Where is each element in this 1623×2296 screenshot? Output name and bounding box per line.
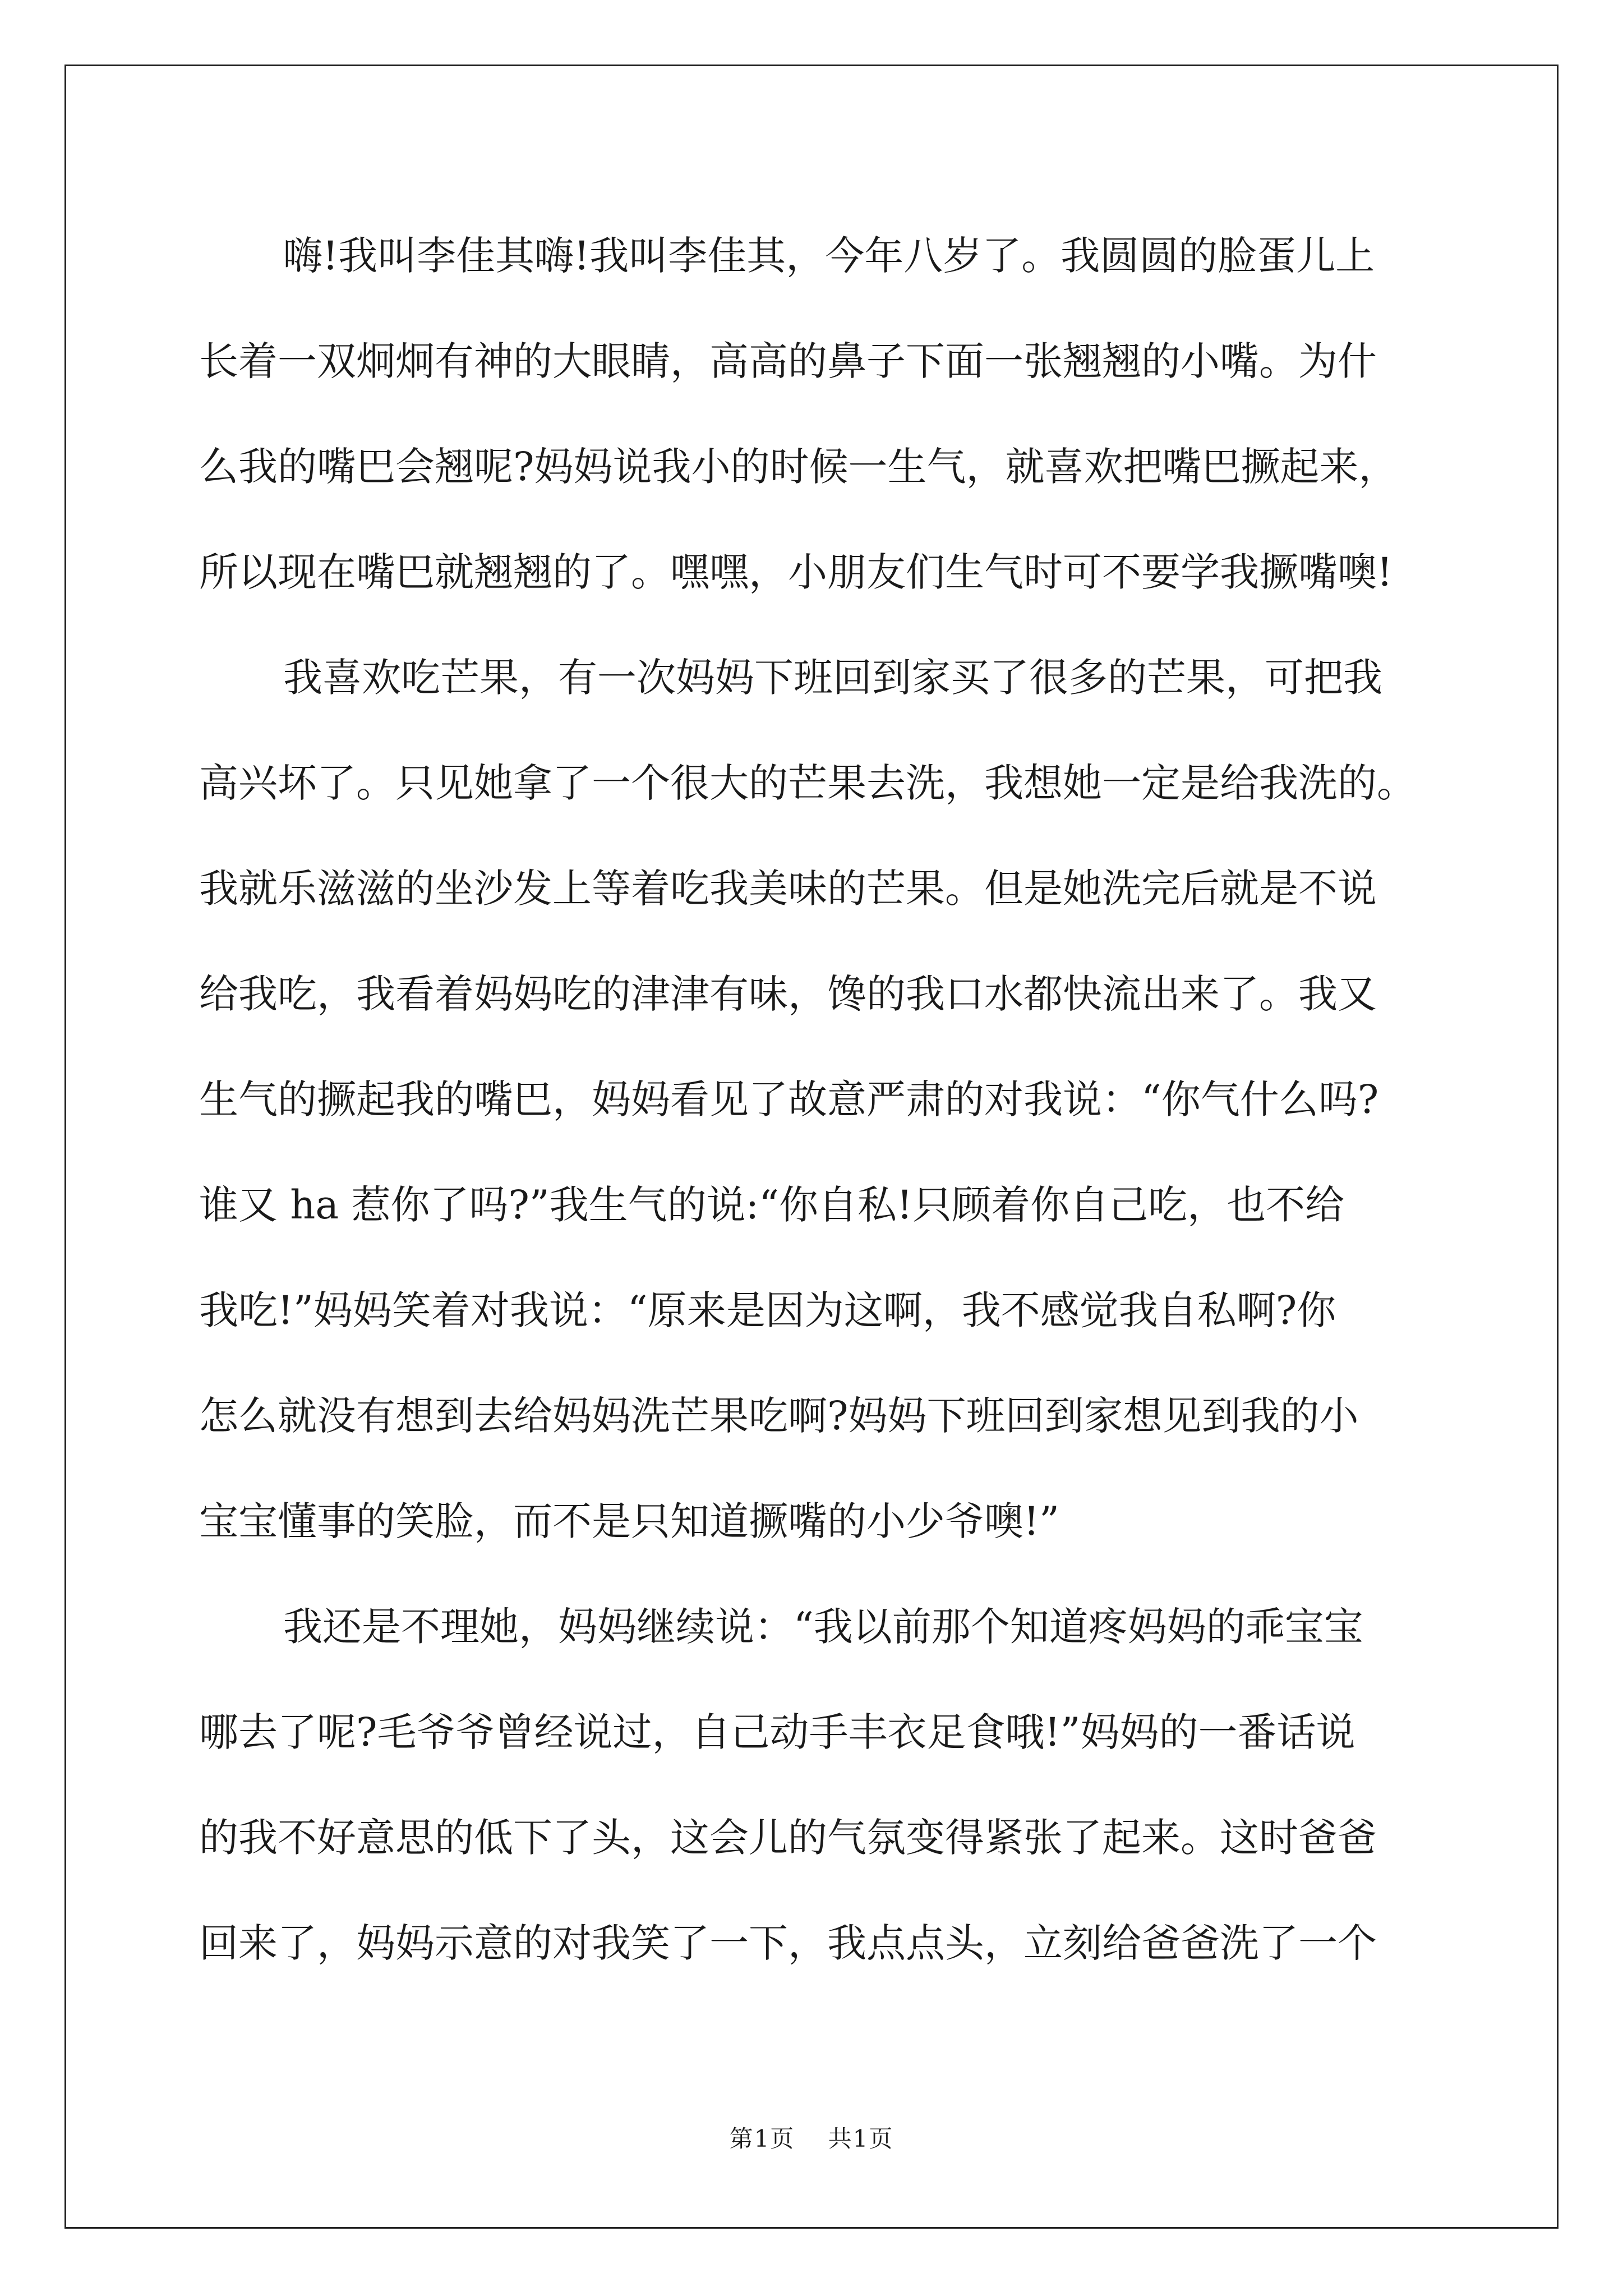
page-footer [0,2120,1623,2154]
text-line: 生气的撅起我的嘴巴，妈妈看见了故意严肃的对我说：“你气什么吗? [199,1076,1379,1122]
text-line: 宝宝懂事的笑脸，而不是只知道撅嘴的小少爷噢!” [199,1498,1059,1544]
text-line: 长着一双炯炯有神的大眼睛，高高的鼻子下面一张翘翘的小嘴。为什 [199,338,1377,384]
text-line: 给我吃，我看着妈妈吃的津津有味，馋的我口水都快流出来了。我又 [199,971,1377,1017]
text-line: 的我不好意思的低下了头，这会儿的气氛变得紧张了起来。这时爸爸 [199,1815,1377,1861]
text-line: 谁又 ha 惹你了吗?”我生气的说:“你自私!只顾着你自己吃，也不给 [199,1182,1345,1228]
document-body [199,203,1438,1996]
text-line: 回来了，妈妈示意的对我笑了一下，我点点头，立刻给爸爸洗了一个 [199,1920,1377,1966]
text-line: 高兴坏了。只见她拿了一个很大的芒果去洗，我想她一定是给我洗的。 [199,760,1416,806]
text-line: 怎么就没有想到去给妈妈洗芒果吃啊?妈妈下班回到家想见到我的小 [199,1393,1359,1439]
text-line: 么我的嘴巴会翘呢?妈妈说我小的时候一生气，就喜欢把嘴巴撅起来， [199,444,1398,490]
text-line: 我吃!”妈妈笑着对我说：“原来是因为这啊，我不感觉我自私啊?你 [199,1287,1336,1333]
text-line: 我就乐滋滋的坐沙发上等着吃我美味的芒果。但是她洗完后就是不说 [199,866,1377,912]
text-line: 哪去了呢?毛爷爷曾经说过，自己动手丰衣足食哦!”妈妈的一番话说 [199,1709,1355,1755]
text-line: 我喜欢吃芒果，有一次妈妈下班回到家买了很多的芒果，可把我 [283,655,1382,701]
text-line: 所以现在嘴巴就翘翘的了。嘿嘿，小朋友们生气时可不要学我撅嘴噢! [199,549,1393,595]
text-line: 嗨!我叫李佳其嗨!我叫李佳其，今年八岁了。我圆圆的脸蛋儿上 [283,233,1375,279]
page-total: 共1页 [828,2125,894,2152]
text-line: 我还是不理她，妈妈继续说：“我以前那个知道疼妈妈的乖宝宝 [283,1604,1363,1650]
page-number: 第1页 [729,2125,795,2152]
